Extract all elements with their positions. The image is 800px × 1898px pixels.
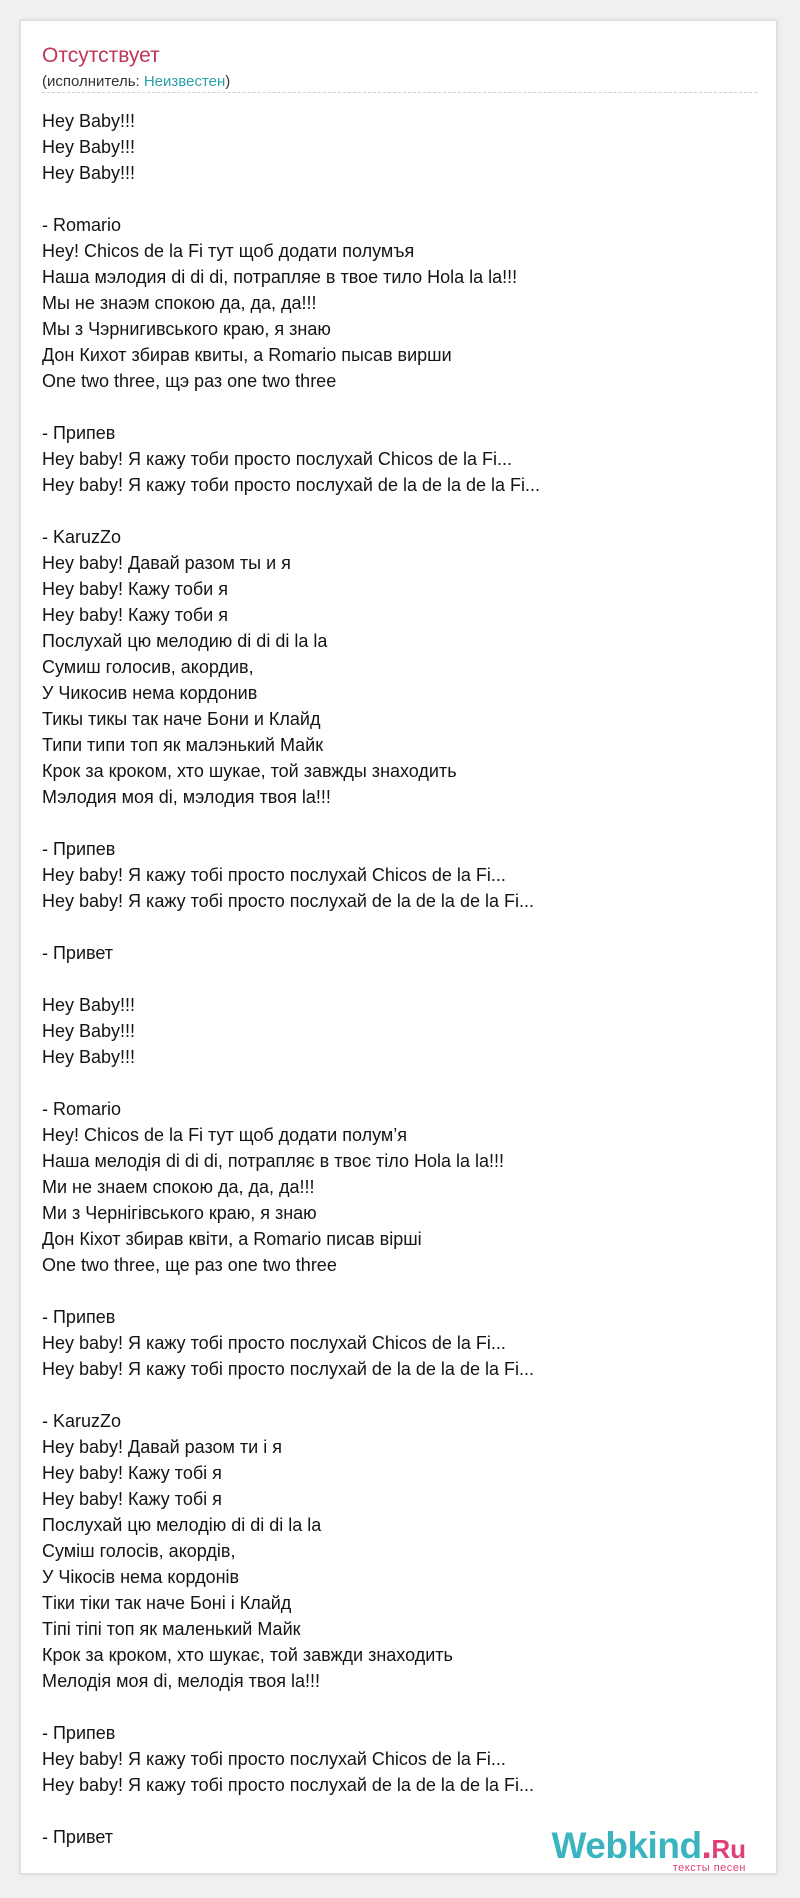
artist-line	[42, 73, 230, 91]
lyric-line: Hey Baby!!!	[42, 1021, 136, 1041]
lyric-line: Hey baby! Кажу тобі я	[42, 1489, 222, 1509]
lyric-line: Hey baby! Я кажу тобі просто послухай de la de la de la Fi...	[42, 1775, 534, 1795]
lyric-line: Hey baby! Давай разом ты и я	[42, 553, 291, 573]
lyric-line: Hey Baby!!!	[42, 995, 136, 1015]
logo-tld: Ru	[711, 1834, 746, 1864]
lyric-line: Hey baby! Кажу тоби я	[42, 605, 228, 625]
lyric-line: Послухай цю мелодію di di di la la	[42, 1515, 322, 1535]
lyric-line: One two three, ще раз one two three	[42, 1255, 337, 1275]
lyric-line: Мелодія моя di, мелодія твоя la!!!	[42, 1671, 321, 1691]
lyric-line	[42, 966, 540, 992]
lyric-line: Hey! Chicos de la Fi тут щоб додати полум’я	[42, 1125, 408, 1145]
song-title: Отсутствует	[42, 44, 160, 67]
lyric-line: - KaruzZo	[42, 527, 122, 547]
lyric-line: Дон Кихот збирав квиты, а Romario пысав вирши	[42, 345, 452, 365]
artist-suffix: )	[225, 73, 231, 90]
lyric-line	[42, 914, 540, 940]
lyric-line: Ми з Чернігівського краю, я знаю	[42, 1203, 317, 1223]
lyric-line: Ми не знаем спокою да, да, да!!!	[42, 1177, 315, 1197]
lyric-line: Сумиш голосив, акордив,	[42, 657, 254, 677]
lyric-line	[42, 1382, 540, 1408]
lyric-line	[42, 186, 540, 212]
lyric-line	[42, 1278, 540, 1304]
lyric-line: - Привет	[42, 943, 114, 963]
lyric-line: Крок за кроком, хто шукає, той завжди знаходить	[42, 1645, 453, 1665]
lyric-line: Мэлодия моя di, мэлодия твоя la!!!	[42, 787, 331, 807]
lyric-line	[42, 810, 540, 836]
lyric-line: - Romario	[42, 1099, 122, 1119]
lyric-line: Hey Baby!!!	[42, 163, 136, 183]
lyric-line: Суміш голосів, акордів,	[42, 1541, 236, 1561]
lyric-line: Hey baby! Я кажу тоби просто послухай Chicos de la Fi...	[42, 449, 512, 469]
lyric-line: Тикы тикы так наче Бони и Клайд	[42, 709, 321, 729]
lyric-line: Наша мэлодия di di di, потрапляе в твое тило Hola la la!!!	[42, 267, 518, 287]
lyric-line: У Чікосів нема кордонів	[42, 1567, 240, 1587]
lyric-line: - Romario	[42, 215, 122, 235]
lyric-line: Мы з Чэрнигивського краю, я знаю	[42, 319, 331, 339]
lyric-line: - Привет	[42, 1827, 114, 1847]
lyric-line: - Припев	[42, 1723, 116, 1743]
lyric-line: Крок за кроком, хто шукае, той завжды знаходить	[42, 761, 457, 781]
lyric-line	[42, 1070, 540, 1096]
lyric-line: Hey baby! Я кажу тобі просто послухай Chicos de la Fi...	[42, 1333, 506, 1353]
lyric-line: Типи типи топ як малэнький Майк	[42, 735, 324, 755]
lyric-line: Hey! Chicos de la Fi тут щоб додати полумъя	[42, 241, 415, 261]
lyric-line: Hey Baby!!!	[42, 111, 136, 131]
lyric-line: - Припев	[42, 1307, 116, 1327]
title-divider	[42, 92, 757, 93]
lyric-line: У Чикосив нема кордонив	[42, 683, 258, 703]
lyric-line	[42, 394, 540, 420]
lyric-line: Hey baby! Кажу тоби я	[42, 579, 228, 599]
lyric-line: Дон Кіхот збирав квіти, а Romario писав вірші	[42, 1229, 422, 1249]
lyrics-card	[20, 20, 777, 1874]
lyric-line: Наша мелодія di di di, потрапляє в твоє тіло Hola la la!!!	[42, 1151, 505, 1171]
lyric-line	[42, 1694, 540, 1720]
site-logo[interactable]	[551, 1825, 746, 1874]
lyric-line	[42, 498, 540, 524]
lyric-line: Hey baby! Я кажу тобі просто послухай Chicos de la Fi...	[42, 1749, 506, 1769]
lyric-line: Hey Baby!!!	[42, 137, 136, 157]
lyrics-text	[42, 108, 540, 1850]
artist-prefix: (исполнитель:	[42, 73, 144, 90]
lyric-line: Hey baby! Я кажу тобі просто послухай Chicos de la Fi...	[42, 865, 506, 885]
lyric-line: Мы не знаэм спокою да, да, да!!!	[42, 293, 317, 313]
lyric-line: Hey baby! Я кажу тоби просто послухай de la de la de la Fi...	[42, 475, 541, 495]
lyric-line: Послухай цю мелодию di di di la la	[42, 631, 328, 651]
lyric-line: Hey Baby!!!	[42, 1047, 136, 1067]
lyric-line: - Припев	[42, 839, 116, 859]
logo-dot: .	[701, 1825, 712, 1866]
lyric-line	[42, 1798, 540, 1824]
lyric-line: Hey baby! Давай разом ти і я	[42, 1437, 282, 1457]
lyric-line: One two three, щэ раз one two three	[42, 371, 337, 391]
lyric-line: Hey baby! Я кажу тобі просто послухай de la de la de la Fi...	[42, 891, 534, 911]
lyric-line: Тіки тіки так наче Боні і Клайд	[42, 1593, 292, 1613]
logo-name: Webkind	[551, 1825, 702, 1866]
lyric-line: Hey baby! Кажу тобі я	[42, 1463, 222, 1483]
lyric-line: Тіпі тіпі топ як маленький Майк	[42, 1619, 301, 1639]
lyric-line: - KaruzZo	[42, 1411, 122, 1431]
lyric-line: - Припев	[42, 423, 116, 443]
lyric-line: Hey baby! Я кажу тобі просто послухай de la de la de la Fi...	[42, 1359, 534, 1379]
artist-link[interactable]: Неизвестен	[143, 73, 226, 90]
logo-tagline: тексты песен	[672, 1862, 746, 1874]
